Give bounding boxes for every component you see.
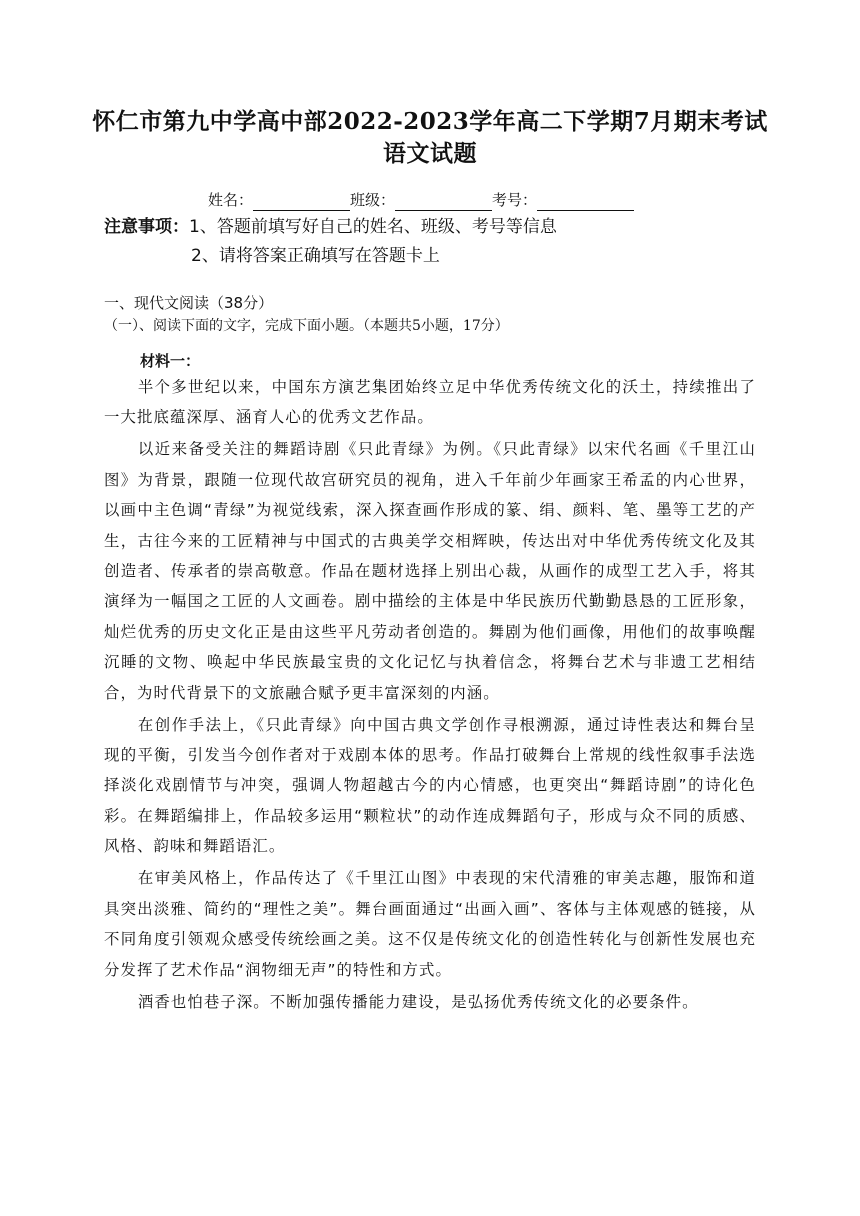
- notice-item2: 2、请将答案正确填写在答题卡上: [191, 246, 440, 266]
- student-info-row: [208, 189, 634, 211]
- notice-item1: 1、答题前填写好自己的姓名、班级、考号等信息: [189, 217, 557, 237]
- exam-title-line2: 语文试题: [383, 140, 477, 167]
- section-heading: 一、现代文阅读（38分）: [104, 294, 274, 312]
- class-label: 班级：: [350, 191, 396, 209]
- paragraph: 半个多世纪以来，中国东方演艺集团始终立足中华优秀传统文化的沃土，持续推出了一大批底蕴深厚、涵育人心的优秀文艺作品。: [104, 378, 756, 427]
- name-blank: [253, 193, 350, 211]
- name-label: 姓名：: [208, 191, 254, 209]
- class-blank: [395, 193, 492, 211]
- reading-passage: [104, 372, 756, 1019]
- paragraph: 在创作手法上，《只此青绿》向中国古典文学创作寻根溯源，通过诗性表达和舞台呈现的平衡，引发当今创作者对于戏剧本体的思考。作品打破舞台上常规的线性叙事手法选择淡化戏剧情节与冲突，强调人物超越古今的内心情感，也更突出“舞蹈诗剧”的诗化色彩。在舞蹈编排上，作品较多运用“颗粒状”的动作连成舞蹈句子，形成与众不同的质感、风格、韵味和舞蹈语汇。: [104, 715, 756, 856]
- notice-label: 注意事项：: [104, 217, 189, 237]
- exam-number-blank: [537, 193, 634, 211]
- subsection-heading: （一）、阅读下面的文字，完成下面小题。（本题共5小题，17分）: [104, 318, 509, 334]
- material-label: 材料一：: [140, 352, 201, 370]
- exam-number-label: 考号：: [492, 191, 538, 209]
- exam-title-line1: 怀仁市第九中学高中部2022-2023学年高二下学期7月期末考试: [92, 108, 768, 135]
- paragraph: 酒香也怕巷子深。不断加强传播能力建设，是弘扬优秀传统文化的必要条件。: [137, 992, 699, 1011]
- paragraph: 在审美风格上，作品传达了《千里江山图》中表现的宋代清雅的审美志趣，服饰和道具突出淡雅、简约的“理性之美”。舞台画面通过“出画入画”、客体与主体观感的链接，从不同角度引领观众感受传统绘画之美。这不仅是传统文化的创造性转化与创新性发展也充分发挥了艺术作品“润物细无声”的特性和方式。: [104, 869, 756, 979]
- paragraph: 以近来备受关注的舞蹈诗剧《只此青绿》为例。《只此青绿》以宋代名画《千里江山图》为背景，跟随一位现代故宫研究员的视角，进入千年前少年画家王希孟的内心世界，以画中主色调“青绿”为视觉线索，深入探查画作形成的篆、绢、颜料、笔、墨等工艺的产生，古往今来的工匠精神与中国式的古典美学交相辉映，传达出对中华优秀传统文化及其创造者、传承者的崇高敬意。作品在题材选择上别出心裁，从画作的成型工艺入手，将其演绎为一幅国之工匠的人文画卷。剧中描绘的主体是中华民族历代勤勤恳恳的工匠形象，灿烂优秀的历史文化正是由这些平凡劳动者创造的。舞剧为他们画像，用他们的故事唤醒沉睡的文物、唤起中华民族最宝贵的文化记忆与执着信念，将舞台艺术与非遗工艺相结合，为时代背景下的文旅融合赋予更丰富深刻的内涵。: [104, 440, 756, 702]
- notice-line1: [104, 215, 557, 239]
- notice-line2: [191, 244, 440, 268]
